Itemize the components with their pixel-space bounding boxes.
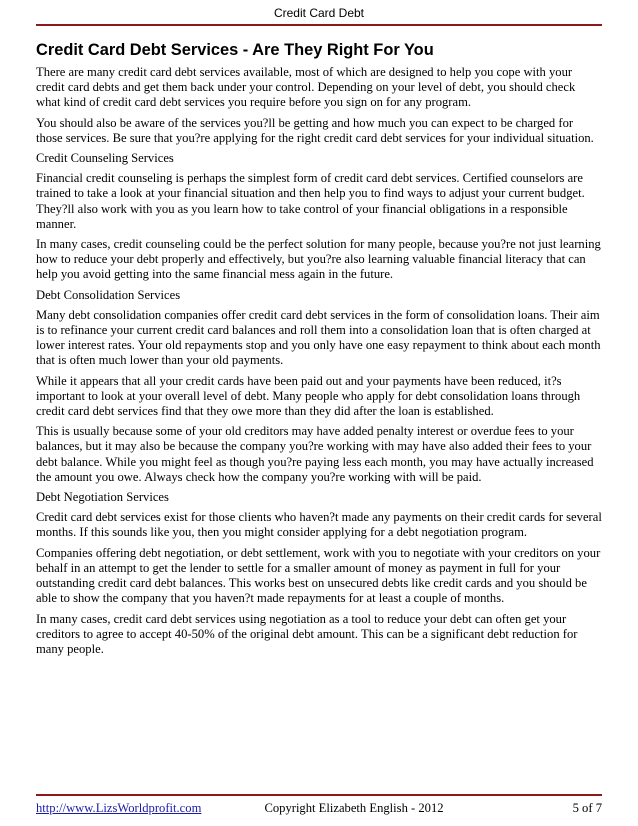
paragraph: You should also be aware of the services you?ll be getting and how much you can expect to be charged for those services. Be sure that you?re applying for the right credit card debt services for your individual situation. (36, 115, 594, 145)
website-link[interactable]: http://www.LizsWorldprofit.com (36, 801, 202, 815)
paragraph: Credit card debt services exist for those clients who haven?t made any payments on their credit cards for several months. If this sounds like you, then you might consider applying for a debt negotiation program. (36, 510, 602, 540)
paragraph: In many cases, credit counseling could be the perfect solution for many people, because you?re not just learning how to reduce your debt properly and effectively, but you?re also learning valuable financial literacy that can help you avoid getting into the same financial mess again in the future. (36, 237, 601, 282)
running-header: Credit Card Debt (273, 6, 365, 20)
paragraph: This is usually because some of your old creditors may have added penalty interest or overdue fees to your balances, but it may also be because the company you?re working with may have also added their fees to your debt balance. While you might feel as though you?re paying less each month, you may have actually increased the amount you owe. Always check how the company you?re working with will be paid. (36, 424, 594, 484)
header-rule (36, 24, 602, 26)
paragraph: There are many credit card debt services available, most of which are designed to help you cope with your credit card debts and get them back under your control. Depending on your level of debt, you should check what kind of credit card debt services you require before you sign on for any program. (36, 65, 576, 110)
section-heading-debt-negotiation: Debt Negotiation Services (36, 490, 169, 505)
copyright-text: Copyright Elizabeth English - 2012 (264, 801, 444, 815)
article-body (36, 40, 602, 662)
page-number: 5 of 7 (572, 801, 602, 815)
paragraph: In many cases, credit card debt services using negotiation as a tool to reduce your debt can often get your creditors to agree to accept 40-50% of the original debt amount. This can be a significant debt reduction for many people. (36, 611, 578, 656)
article-title: Credit Card Debt Services - Are They Right For You (36, 41, 434, 59)
section-heading-credit-counseling: Credit Counseling Services (36, 151, 174, 166)
paragraph: Companies offering debt negotiation, or debt settlement, work with you to negotiate with your creditors on your behalf in an attempt to get the lender to settle for a smaller amount of money as payment in full for your outstanding credit card debt balances. This works best on unsecured debts like credit cards and you should be able to show the company that you haven?t made repayments for at least a couple of months. (36, 545, 601, 606)
section-heading-debt-consolidation: Debt Consolidation Services (36, 287, 181, 302)
page-footer (36, 800, 602, 816)
footer-rule (36, 794, 602, 796)
paragraph: While it appears that all your credit cards have been paid out and your payments have been reduced, it?s important to look at your overall level of debt. Many people who apply for debt consolidation loans through credit card debt services find that they owe more than they did after the loan is established. (36, 373, 581, 419)
paragraph: Financial credit counseling is perhaps the simplest form of credit card debt services. Certified counselors are trained to take a look at your financial situation and then help you to find ways to adjust your current budget. They?ll also work with you as you learn how to take control of your financial obligations in a responsible manner. (36, 171, 585, 231)
paragraph: Many debt consolidation companies offer credit card debt services in the form of consolidation loans. Their aim is to refinance your current credit card balances and roll them into a consolidation loan that is often charged at lower interest rates. Your old repayments stop and you only have one easy repayment to think about each month that is often much lower than your old payments. (36, 307, 601, 368)
